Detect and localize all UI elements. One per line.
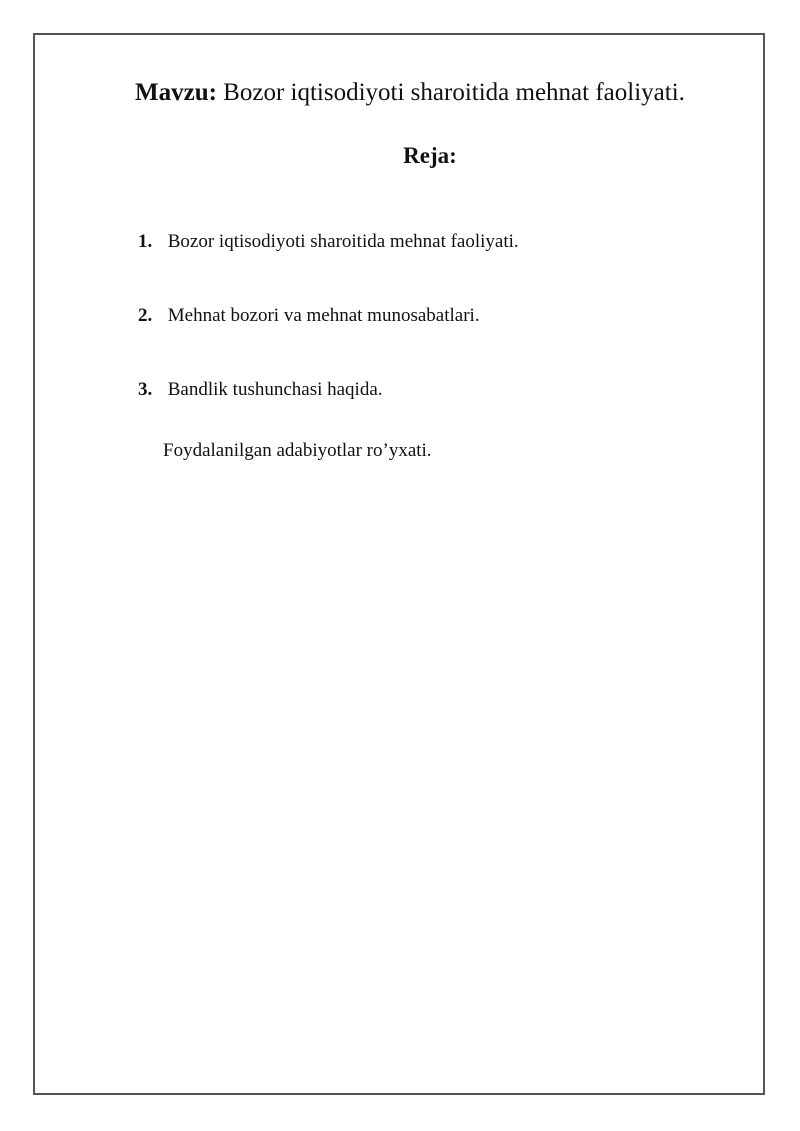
plan-item-text: Mehnat bozori va mehnat munosabatlari. [167, 305, 480, 326]
references-line: Foydalanilgan adabiyotlar ro’yxati. [163, 440, 432, 461]
title-text: Bozor iqtisodiyoti sharoitida mehnat faoliyati. [223, 79, 685, 106]
page-title [135, 79, 767, 107]
plan-item [138, 231, 519, 253]
plan-item-number: 2. [138, 305, 153, 326]
plan-item [138, 379, 383, 401]
title-label: Mavzu: [135, 79, 217, 106]
plan-item-number: 3. [138, 379, 153, 400]
plan-item-text: Bandlik tushunchasi haqida. [167, 379, 383, 400]
plan-heading: Reja: [403, 143, 457, 168]
plan-item [138, 305, 480, 327]
page-frame [33, 33, 765, 1095]
plan-item-text: Bozor iqtisodiyoti sharoitida mehnat faoliyati. [167, 231, 519, 252]
plan-item-number: 1. [138, 231, 153, 252]
